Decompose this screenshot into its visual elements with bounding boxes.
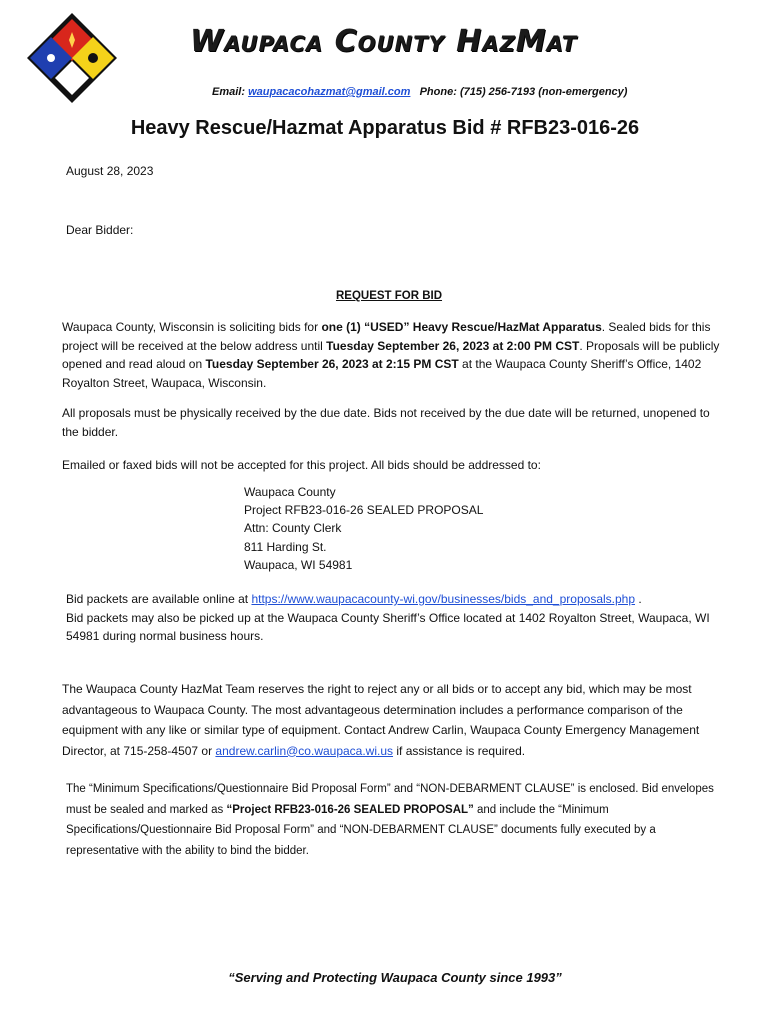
bid-packets-pickup: Bid packets may also be picked up at the Waupaca County Sheriff’s Office located at 1402 Royalton Street, Waupaca, WI 54981 during normal business hours. xyxy=(66,610,710,643)
bold-text: Tuesday September 26, 2023 at 2:15 PM CST xyxy=(205,357,459,371)
text: Waupaca County, Wisconsin is soliciting bids for xyxy=(62,320,322,334)
address-line: Project RFB23-016-26 SEALED PROPOSAL xyxy=(244,503,484,518)
bid-packets-online xyxy=(66,590,736,609)
phone-number: (715) 256-7193 (non-emergency) xyxy=(459,86,628,98)
address-line: Waupaca, WI 54981 xyxy=(244,557,353,572)
paragraph-solicitation xyxy=(62,318,722,392)
text: if assistance is required. xyxy=(393,743,526,758)
paragraph-address-intro: Emailed or faxed bids will not be accepted for this project. All bids should be addressed to: xyxy=(62,458,541,472)
address-line: Waupaca County xyxy=(244,485,336,499)
text: . Proposals will be publicly opened and read aloud on xyxy=(62,338,720,371)
address-line: Attn: County Clerk xyxy=(244,521,342,536)
bold-text: “Project RFB23-016-26 SEALED PROPOSAL” xyxy=(226,803,474,816)
text: The “Minimum Specifications/Questionnaire Bid Proposal Form” and “NON-DEBARMENT CLAUSE” is enclosed. Bid envelopes must be sealed and marked as xyxy=(66,783,714,816)
bids-url-link[interactable]: https://www.waupacacounty-wi.gov/businesses/bids_and_proposals.php xyxy=(251,592,636,606)
text: and include the “Minimum Specifications/Questionnaire Bid Proposal Form” and “NON-DEBARMENT CLAUSE” documents fully executed by a representative with the ability to bind the bidder. xyxy=(66,803,656,857)
paragraph-due-date: All proposals must be physically received by the due date. Bids not received by the due date will be returned, unopened to the bidder. xyxy=(62,406,710,439)
document-title: Heavy Rescue/Hazmat Apparatus Bid # RFB23-016-26 xyxy=(130,117,640,139)
paragraph-bid-packets xyxy=(66,590,736,646)
mailing-address xyxy=(244,483,483,574)
contact-email-link[interactable]: andrew.carlin@co.waupaca.wi.us xyxy=(215,743,394,758)
text: . Sealed bids for this project will be received at the below address until xyxy=(62,320,711,353)
footer-motto: “Serving and Protecting Waupaca County since 1993” xyxy=(228,970,562,985)
paragraph-enclosures xyxy=(66,779,726,861)
text: The Waupaca County HazMat Team reserves the right to reject any or all bids or to accept any bid, which may be most advantageous to Waupaca County. The most advantageous determination includes a performance comparison of the equipment with any like or similar type of equipment. Contact Andrew Carlin, Waupaca County Emergency Management Director, at 715-258-4507 or xyxy=(62,682,700,758)
text: . xyxy=(635,592,642,606)
org-title: Waupaca County HazMat xyxy=(190,24,578,59)
paragraph-reserve-rights xyxy=(62,679,722,761)
text: at the Waupaca County Sheriff’s Office, 1402 Royalton Street, Waupaca, Wisconsin. xyxy=(62,357,702,390)
hazmat-diamond-icon xyxy=(26,12,118,104)
bold-text: Tuesday September 26, 2023 at 2:00 PM CST xyxy=(326,338,580,353)
text: Bid packets are available online at xyxy=(66,592,252,606)
greeting: Dear Bidder: xyxy=(66,223,134,237)
hazmat-team-logo xyxy=(26,12,118,104)
letter-date: August 28, 2023 xyxy=(66,164,154,178)
email-link[interactable]: waupacacohazmat@gmail.com xyxy=(248,86,411,98)
address-line: 811 Harding St. xyxy=(244,539,327,554)
section-heading: REQUEST FOR BID xyxy=(335,290,443,302)
bold-text: one (1) “USED” Heavy Rescue/HazMat Apparatus xyxy=(321,320,602,334)
email-label: Email: xyxy=(212,86,246,98)
contact-line xyxy=(212,86,627,98)
phone-label: Phone: xyxy=(419,86,457,98)
